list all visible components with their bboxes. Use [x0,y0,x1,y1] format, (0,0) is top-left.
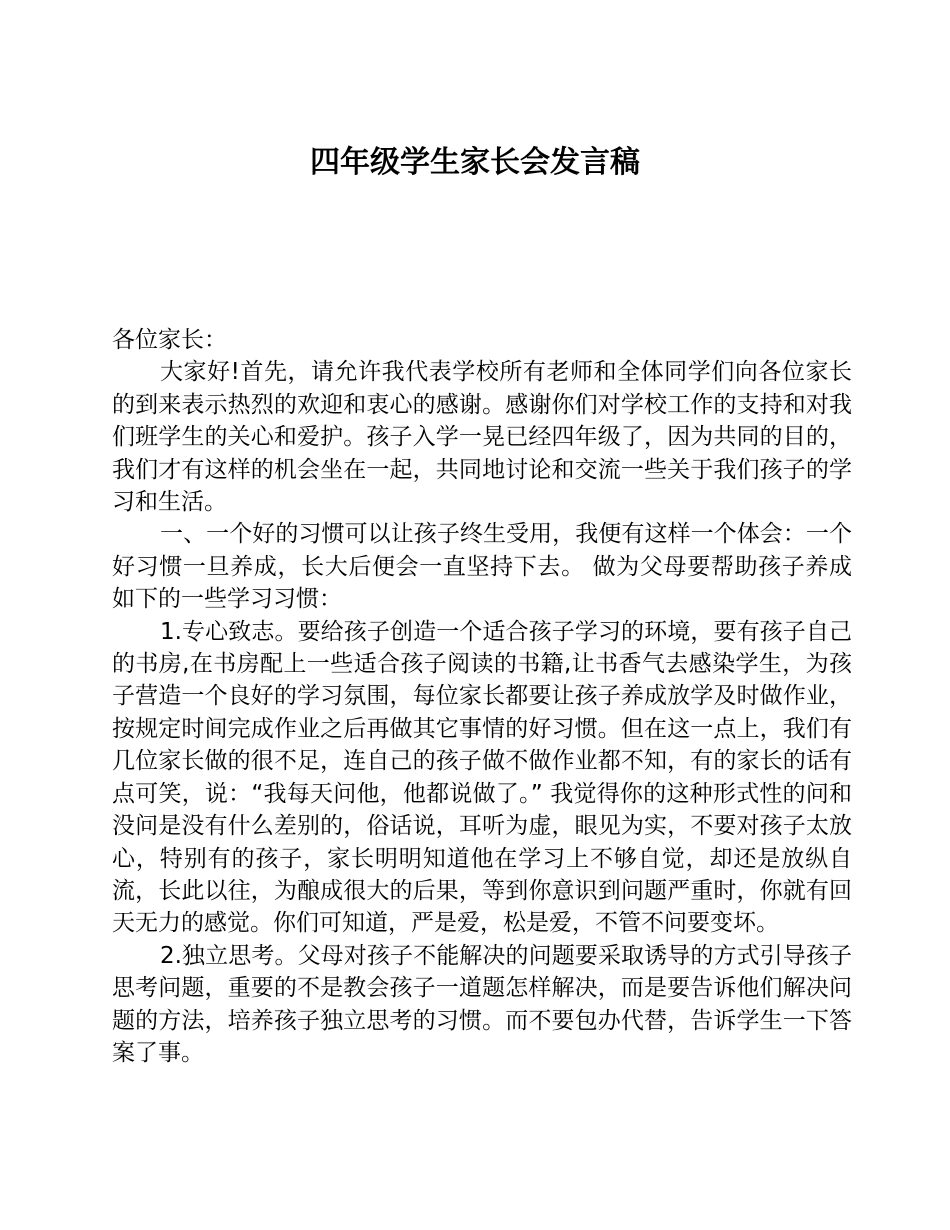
document-title: 四年级学生家长会发言稿 [310,145,640,180]
paragraph-focus: 1.专心致志。要给孩子创造一个适合孩子学习的环境，要有孩子自己的书房,在书房配上一些适合孩子阅读的书籍,让书香气去感染学生，为孩子营造一个良好的学习氛围，每位家长都要让孩子养成放学及时做作业，按规定时间完成作业之后再做其它事情的好习惯。但在这一点上，我们有几位家长做的很不足，连自己的孩子做不做作业都不知，有的家长的话有点可笑，说：“我每天问他，他都说做了。” 我觉得你的这种形式性的问和没问是没有什么差别的，俗话说，耳听为虚，眼见为实，不要对孩子太放心，特别有的孩子，家长明明知道他在学习上不够自觉，却还是放纵自流，长此以往，为酿成很大的后果，等到你意识到问题严重时，你就有回天无力的感觉。你们可知道，严是爱，松是爱，不管不问要变坏。 [112,618,852,937]
salutation: 各位家长： [112,327,227,353]
paragraph-greeting: 大家好!首先，请允许我代表学校所有老师和全体同学们向各位家长的到来表示热烈的欢迎和衷心的感谢。感谢你们对学校工作的支持和对我们班学生的关心和爱护。孩子入学一晃已经四年级了，因为共同的目的，我们才有这样的机会坐在一起，共同地讨论和交流一些关于我们孩子的学习和生活。 [112,359,852,516]
paragraph-habits-intro: 一、一个好的习惯可以让孩子终生受用，我便有这样一个体会：一个好习惯一旦养成，长大后便会一直坚持下去。 做为父母要帮助孩子养成如下的一些学习习惯： [112,521,852,613]
paragraph-independent-thinking: 2.独立思考。父母对孩子不能解决的问题要采取诱导的方式引导孩子思考问题，重要的不是教会孩子一道题怎样解决，而是要告诉他们解决问题的方法，培养孩子独立思考的习惯。而不要包办代替，告诉学生一下答案了事。 [112,942,852,1066]
document-body [112,324,852,1069]
